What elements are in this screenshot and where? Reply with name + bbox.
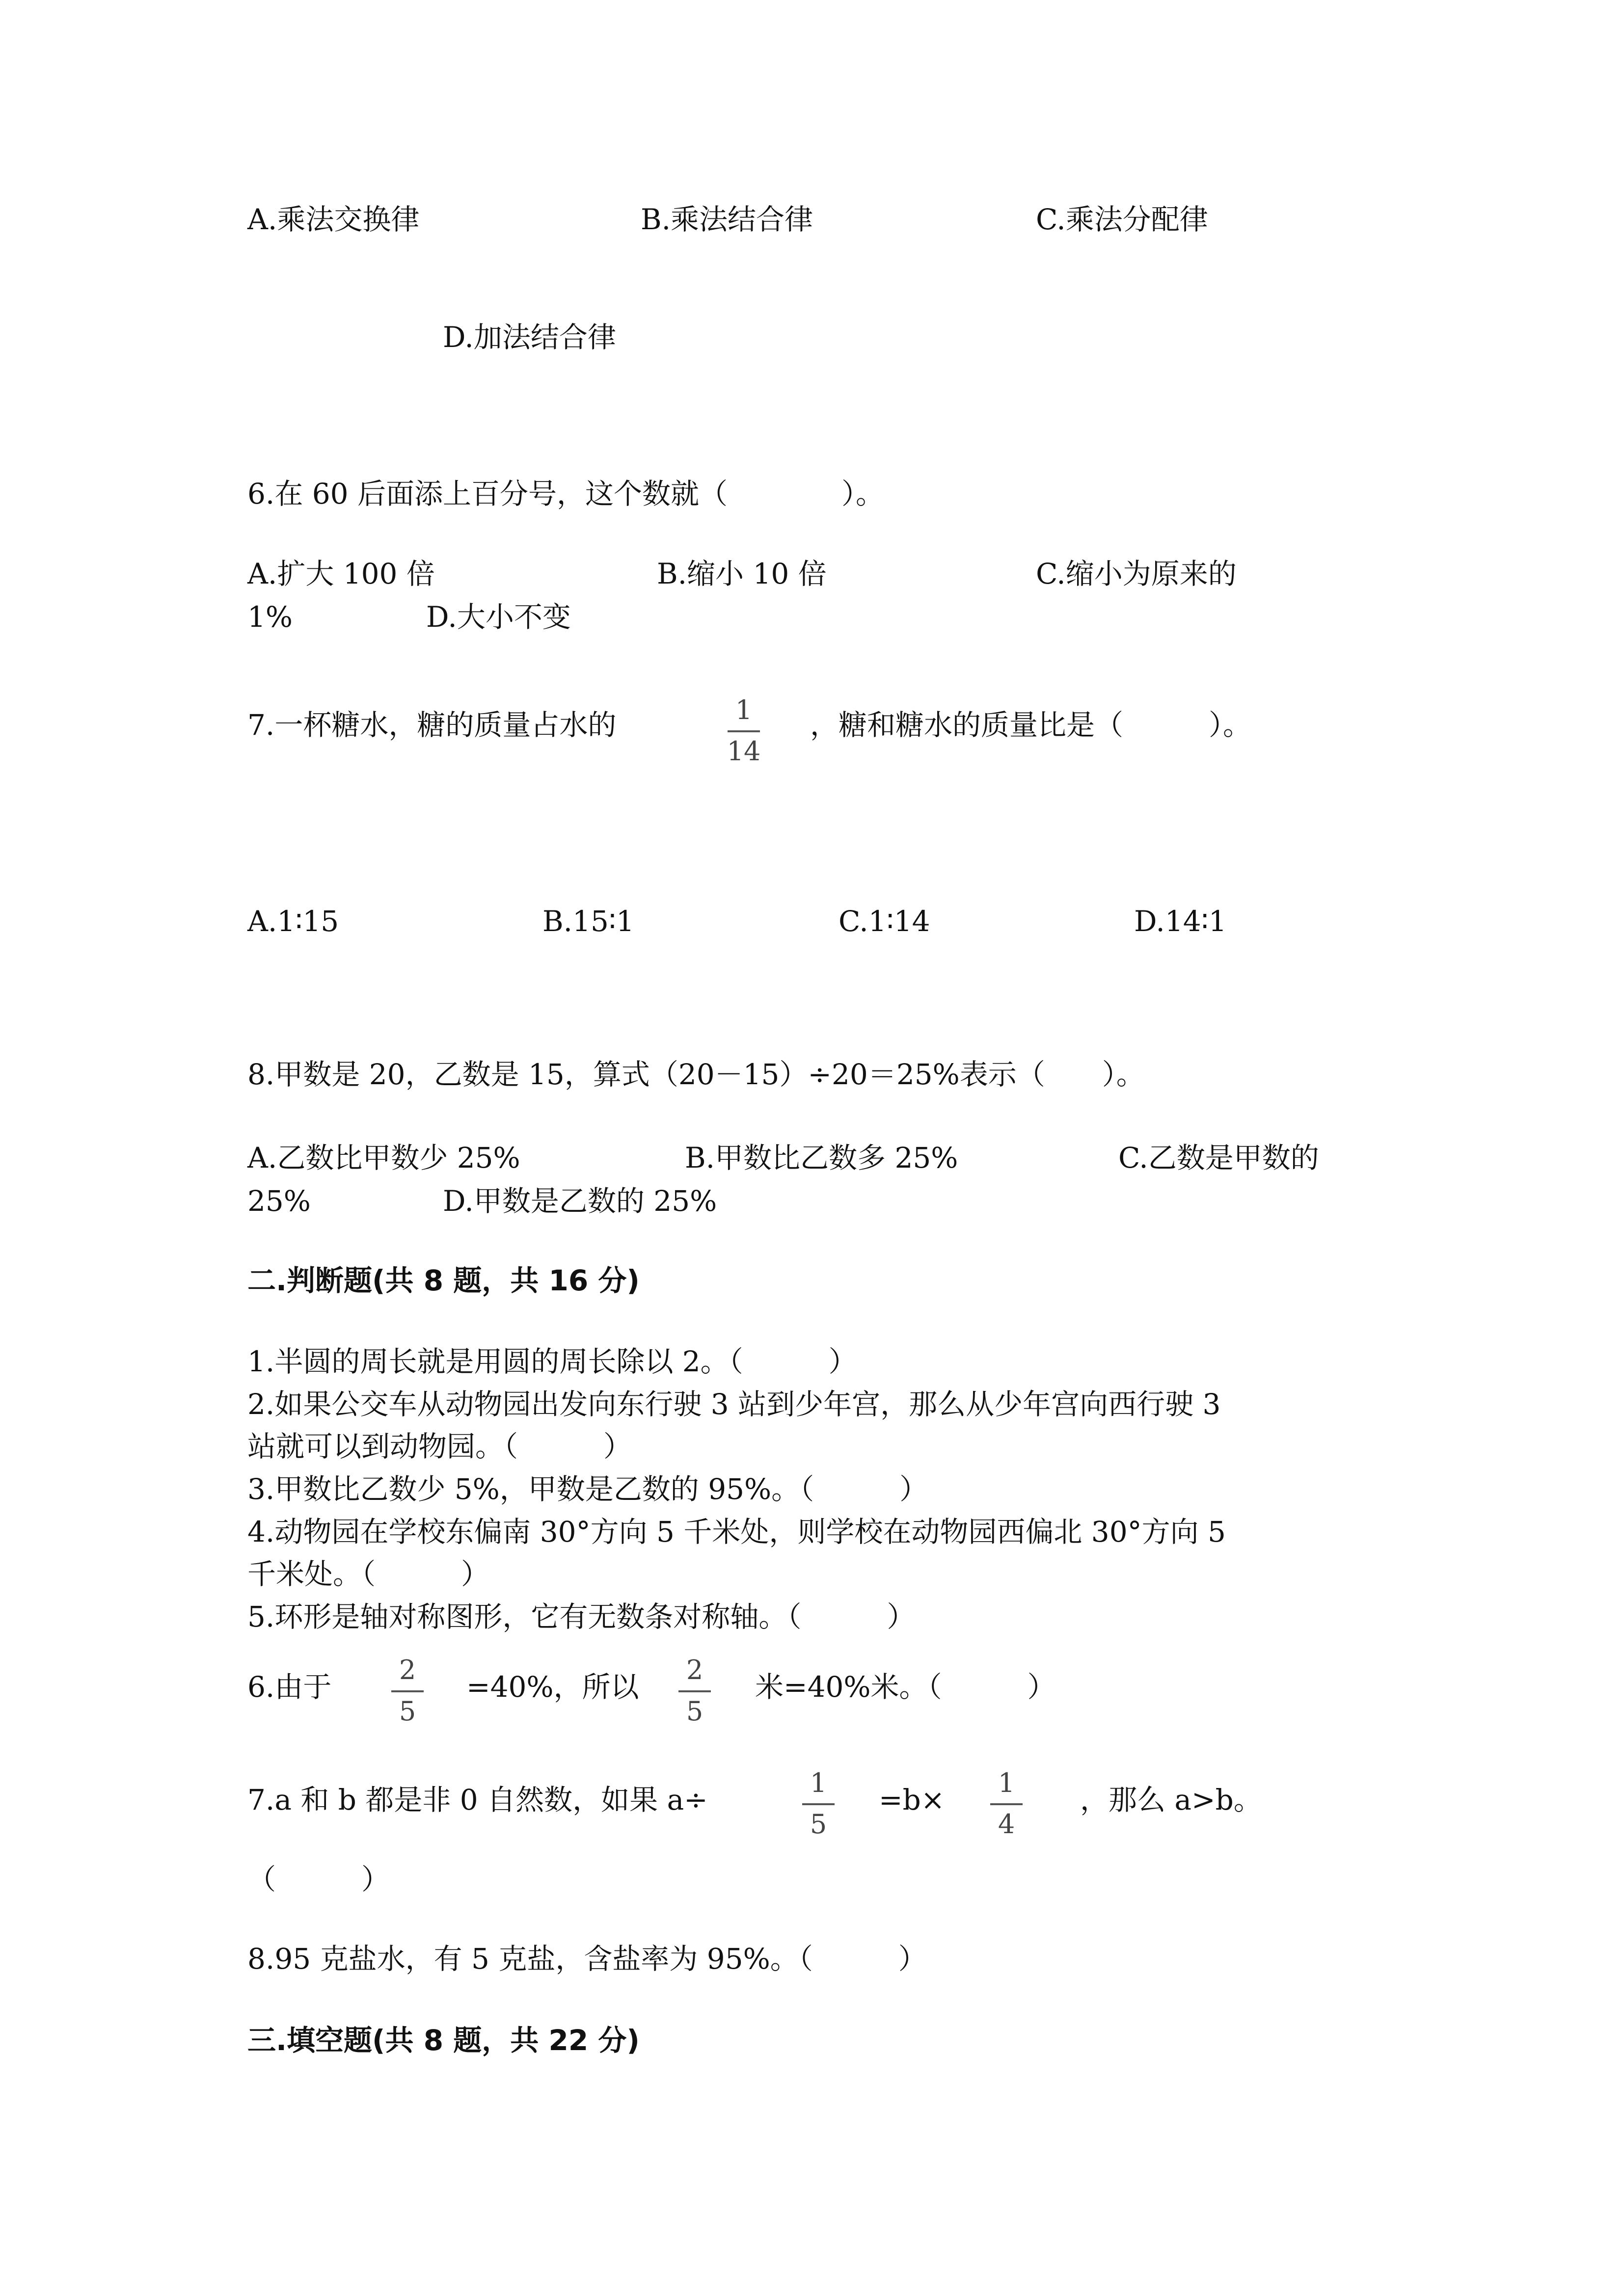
q5-option-a: A.乘法交换律: [247, 203, 420, 236]
q8-option-b: B.甲数比乙数多 25%: [685, 1141, 958, 1175]
judge-item-2-line1: 2.如果公交车从动物园出发向东行驶 3 站到少年宫，那么从少年宫向西行驶 3: [247, 1388, 1221, 1421]
judge-item-6-part3: 米=40%米。（ ）: [755, 1670, 1056, 1704]
section2-heading: 二.判断题(共 8 题，共 16 分): [247, 1264, 640, 1297]
q8-option-c-part2: 25%: [247, 1184, 311, 1218]
q7-fraction: [722, 694, 766, 767]
fraction-denominator: 14: [727, 736, 761, 767]
q8-option-d: D.甲数是乙数的 25%: [443, 1184, 717, 1218]
judge-item-6-part2: =40%，所以: [466, 1670, 639, 1704]
judge-7-fraction-2: [984, 1767, 1029, 1840]
q7-question-end: ，糖和糖水的质量比是（ ）。: [810, 708, 1252, 742]
q5-option-c: C.乘法分配律: [1036, 203, 1208, 236]
q7-option-d: D.14∶1: [1134, 905, 1227, 938]
judge-item-1: 1.半圆的周长就是用圆的周长除以 2。（ ）: [247, 1345, 857, 1378]
q6-option-c-part1: C.缩小为原来的: [1036, 557, 1237, 590]
q7-option-a: A.1∶15: [247, 905, 339, 938]
q6-option-c-part2: 1%: [247, 600, 293, 634]
fraction-denominator: 5: [686, 1696, 704, 1727]
q5-option-d: D.加法结合律: [443, 320, 616, 354]
q5-option-b: B.乘法结合律: [641, 203, 813, 236]
judge-item-4-line2: 千米处。（ ）: [247, 1557, 490, 1591]
judge-7-fraction-1: [796, 1767, 840, 1840]
fraction-bar: [802, 1803, 835, 1805]
q8-option-c-part1: C.乙数是甲数的: [1118, 1141, 1319, 1175]
fraction-numerator: 1: [810, 1767, 827, 1798]
fraction-denominator: 4: [998, 1809, 1015, 1840]
judge-item-2-line2: 站就可以到动物园。（ ）: [247, 1430, 632, 1463]
fraction-bar: [678, 1690, 711, 1692]
section3-heading: 三.填空题(共 8 题，共 22 分): [247, 2024, 640, 2057]
q7-option-b: B.15∶1: [542, 905, 634, 938]
judge-item-7-part1: 7.a 和 b 都是非 0 自然数，如果 a÷: [247, 1783, 708, 1816]
fraction-numerator: 2: [686, 1655, 704, 1685]
judge-item-4-line1: 4.动物园在学校东偏南 30°方向 5 千米处，则学校在动物园西偏北 30°方向 5: [247, 1515, 1226, 1548]
q7-option-c: C.1∶14: [839, 905, 930, 938]
q6-option-b: B.缩小 10 倍: [657, 557, 827, 590]
q8-option-a: A.乙数比甲数少 25%: [247, 1141, 520, 1175]
fraction-denominator: 5: [399, 1696, 416, 1727]
judge-item-7-part3: ，那么 a>b。: [1080, 1783, 1262, 1816]
fraction-denominator: 5: [810, 1809, 827, 1840]
fraction-bar: [990, 1803, 1023, 1805]
fraction-bar: [391, 1690, 424, 1692]
judge-item-6-part1: 6.由于: [247, 1670, 332, 1704]
q6-option-d: D.大小不变: [426, 600, 571, 634]
judge-6-fraction-2: [673, 1657, 717, 1725]
judge-item-3: 3.甲数比乙数少 5%，甲数是乙数的 95%。（ ）: [247, 1472, 928, 1506]
judge-item-7-part2: =b×: [879, 1783, 945, 1816]
fraction-numerator: 2: [399, 1655, 416, 1685]
q7-question-start: 7.一杯糖水，糖的质量占水的: [247, 708, 617, 742]
q6-option-a: A.扩大 100 倍: [247, 557, 435, 590]
q6-question: 6.在 60 后面添上百分号，这个数就（ ）。: [247, 477, 885, 510]
fraction-bar: [728, 730, 760, 732]
judge-item-7-line2: （ ）: [247, 1863, 390, 1896]
q8-question: 8.甲数是 20，乙数是 15，算式（20－15）÷20＝25%表示（ ）。: [247, 1058, 1145, 1091]
fraction-numerator: 1: [998, 1767, 1015, 1798]
judge-item-8: 8.95 克盐水，有 5 克盐，含盐率为 95%。（ ）: [247, 1942, 927, 1976]
judge-item-5: 5.环形是轴对称图形，它有无数条对称轴。（ ）: [247, 1600, 916, 1633]
judge-6-fraction-1: [385, 1657, 430, 1725]
fraction-numerator: 1: [735, 694, 753, 725]
